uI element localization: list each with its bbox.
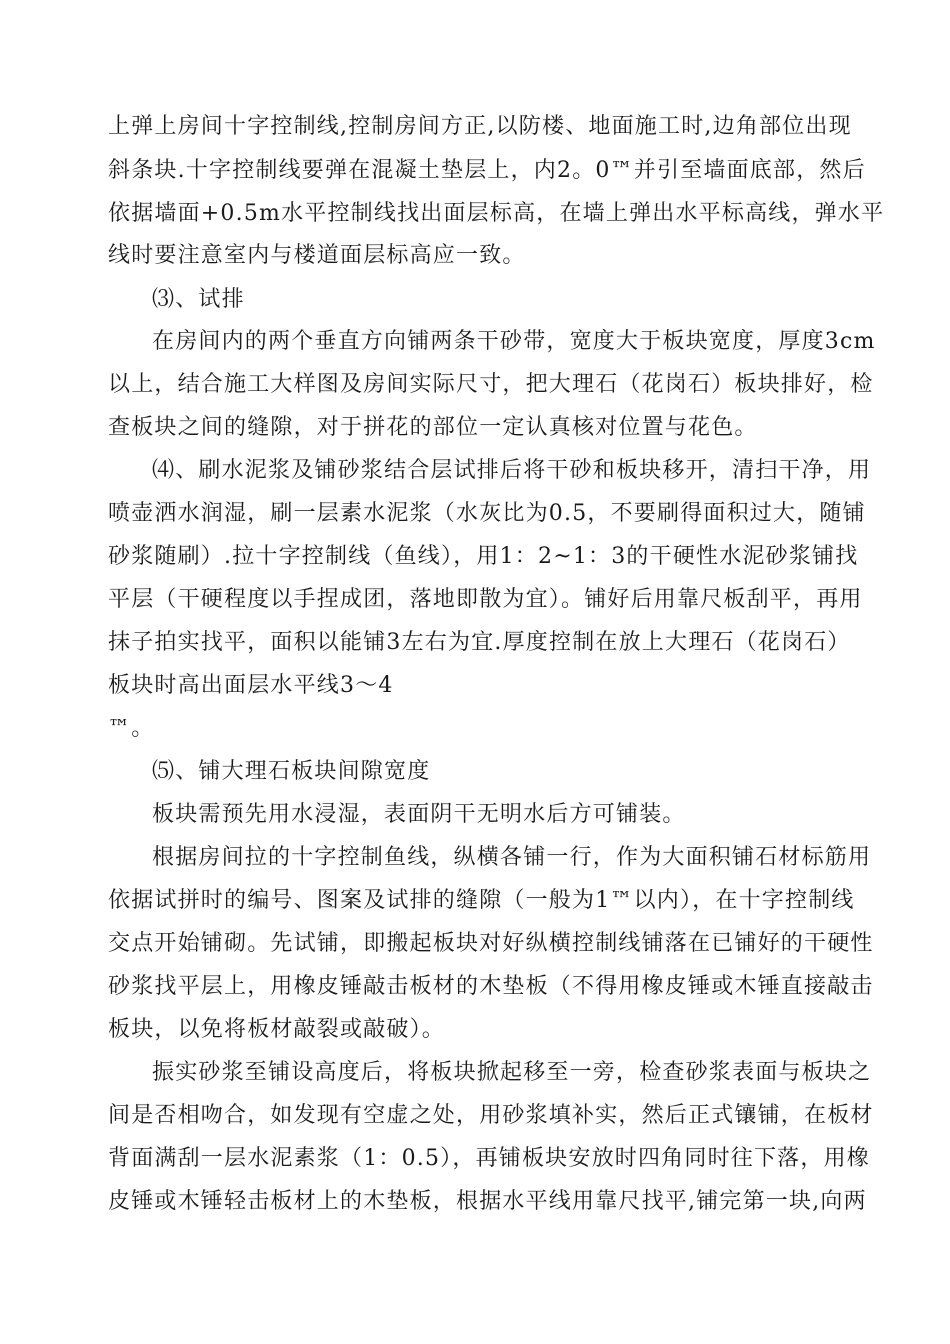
text-line: 间是否相吻合，如发现有空虚之处，用砂浆填补实，然后正式镶铺，在板材 — [108, 1103, 874, 1128]
text-line: 背面满刮一层水泥素浆（1：0.5），再铺板块安放时四角同时往下落，用橡 — [108, 1146, 870, 1171]
text-line: 振实砂浆至铺设高度后，将板块掀起移至一旁，检查砂浆表面与板块之 — [152, 1060, 872, 1085]
section-heading: ⑷、刷水泥浆及铺砂浆结合层试排后将干砂和板块移开，清扫干净，用 — [152, 458, 872, 483]
text-line: 砂浆随刷）.拉十字控制线（鱼线），用1：2~1：3的干硬性水泥砂浆铺找 — [108, 544, 859, 569]
text-line: 以上，结合施工大样图及房间实际尺寸，把大理石（花岗石）板块排好，检 — [108, 372, 874, 397]
text-line: 板块需预先用水浸湿，表面阴干无明水后方可铺装。 — [152, 802, 686, 827]
text-line: 平层（干硬程度以手捏成团，落地即散为宜）。铺好后用靠尺板刮平，再用 — [108, 587, 863, 612]
section-heading: ⑸、铺大理石板块间隙宽度 — [152, 759, 431, 784]
text-line: 抹子拍实找平，面积以能铺3左右为宜.厚度控制在放上大理石（花岗石） — [108, 630, 851, 655]
text-line: 在房间内的两个垂直方向铺两条干砂带，宽度大于板块宽度，厚度3cm — [152, 329, 876, 354]
text-line: 上弹上房间十字控制线,控制房间方正,以防楼、地面施工时,边角部位出现 — [108, 114, 852, 139]
text-line: ™。 — [108, 716, 155, 741]
text-line: 依据试拼时的编号、图案及试排的缝隙（一般为1™以内），在十字控制线 — [108, 888, 855, 913]
text-line: 喷壶洒水润湿，刷一层素水泥浆（水灰比为0.5，不要刷得面积过大，随铺 — [108, 501, 866, 526]
text-line: 板块，以免将板材敲裂或敲破）。 — [108, 1017, 446, 1042]
text-line: 砂浆找平层上，用橡皮锤敲击板材的木垫板（不得用橡皮锤或木锤直接敲击 — [108, 974, 874, 999]
text-line: 线时要注意室内与楼道面层标高应一致。 — [108, 243, 526, 268]
section-heading: ⑶、试排 — [152, 287, 245, 312]
text-line: 根据房间拉的十字控制鱼线，纵横各铺一行，作为大面积铺石材标筋用 — [152, 845, 872, 870]
text-line: 依据墙面+0.5m水平控制线找出面层标高，在墙上弹出水平标高线，弹水平 — [108, 201, 885, 226]
text-line: 交点开始铺砌。先试铺，即搬起板块对好纵横控制线铺落在已铺好的干硬性 — [108, 931, 874, 956]
text-line: 查板块之间的缝隙，对于拼花的部位一定认真核对位置与花色。 — [108, 415, 758, 440]
text-line: 斜条块.十字控制线要弹在混凝土垫层上，内2。0™并引至墙面底部，然后 — [108, 158, 866, 183]
text-line: 板块时高出面层水平线3〜4 — [108, 673, 394, 698]
text-line: 皮锤或木锤轻击板材上的木垫板，根据水平线用靠尺找平,铺完第一块,向两 — [108, 1189, 867, 1214]
